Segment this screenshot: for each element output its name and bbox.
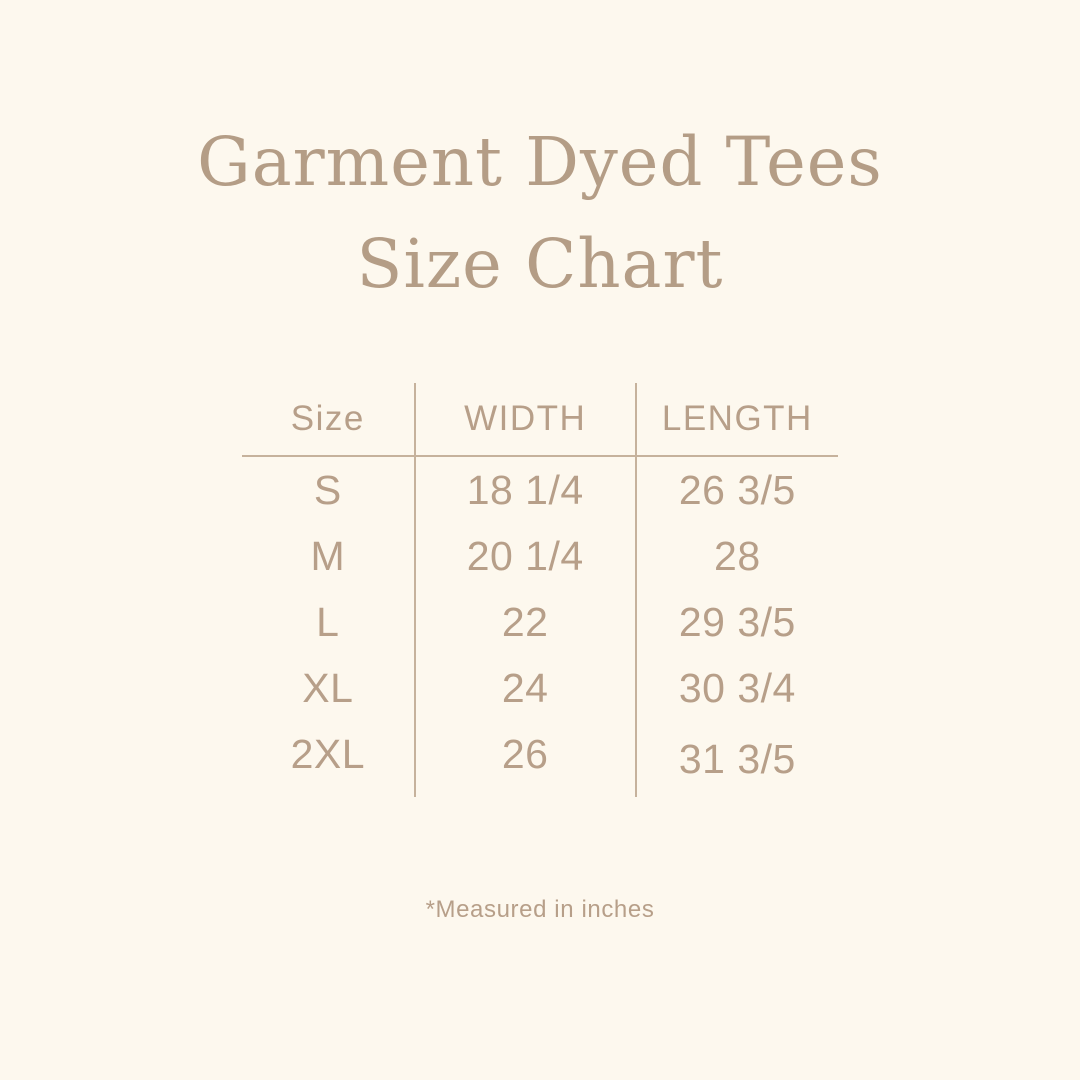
table-body [242,456,838,797]
column-header-length: LENGTH [661,399,813,438]
column-header-size: Size [242,383,415,456]
cell-length: 31 3/5 [678,735,796,782]
table-header [242,383,838,456]
cell-width: 24 [415,655,636,721]
cell-size: XL [242,655,415,721]
title-line-2: Size Chart [356,224,724,303]
title-line-1: Garment Dyed Tees [197,123,883,201]
table-row [242,721,838,797]
table-row [242,655,838,721]
cell-size: 2XL [242,721,415,797]
column-header-width: WIDTH [415,383,636,456]
cell-width: 20 1/4 [415,523,636,589]
table-row [242,456,838,523]
measurement-note: *Measured in inches [425,896,655,923]
cell-length: 30 3/4 [678,664,796,711]
cell-length: 26 3/5 [678,466,796,513]
table-row [242,523,838,589]
page-title [0,112,1080,316]
cell-length: 28 [714,532,761,579]
cell-width: 22 [415,589,636,655]
cell-width: 18 1/4 [415,456,636,523]
cell-length: 29 3/5 [678,598,796,645]
cell-size: M [242,523,415,589]
size-table-container [242,383,838,797]
cell-width: 26 [415,721,636,797]
table-row [242,589,838,655]
table-header-row [242,383,838,456]
cell-size: L [242,589,415,655]
size-table [242,383,838,797]
cell-size: S [242,456,415,523]
